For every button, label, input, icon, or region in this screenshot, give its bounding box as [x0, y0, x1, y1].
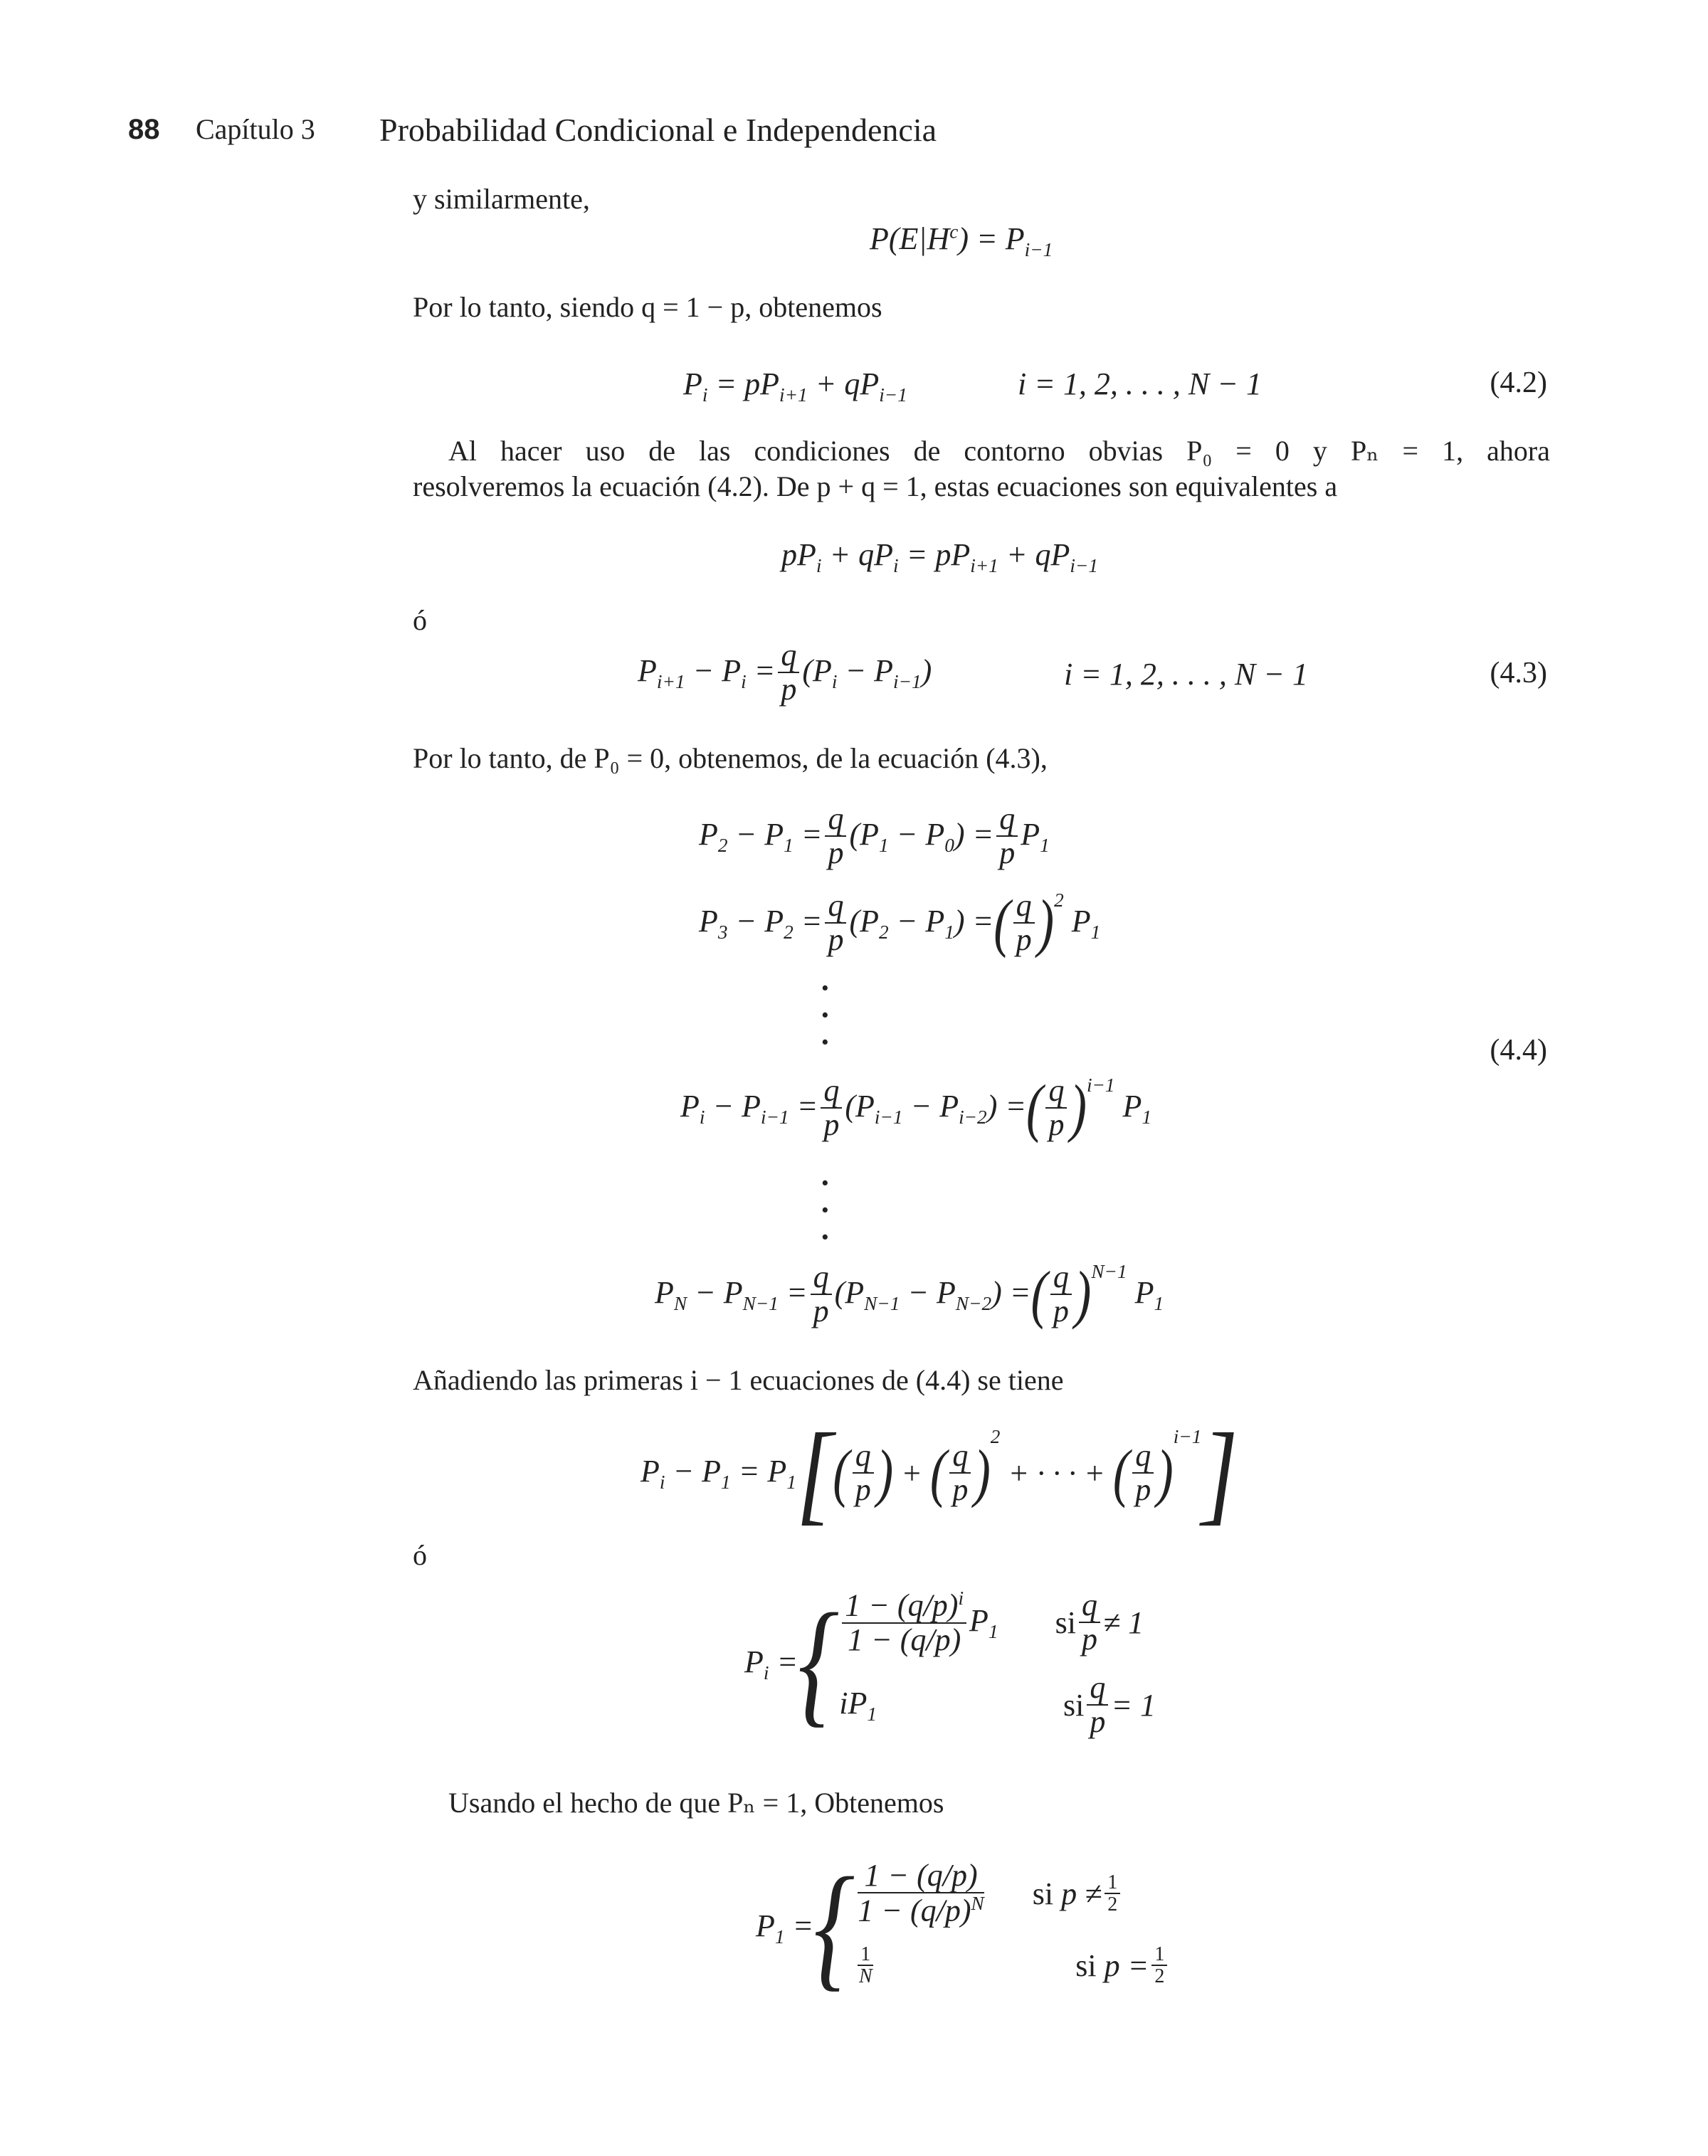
equation-number-4-3: (4.3)	[1490, 657, 1547, 689]
word-o-2: ó	[413, 1539, 427, 1571]
paragraph-por-lo-tanto-1: Por lo tanto, siendo q = 1 − p, obtenemos	[413, 291, 882, 323]
equation-4-4-line-i: $P_i - P_{i-1}$ = $\frac{q}{p}$ $(P_{i-1} - P_{i-2})$ = ( q p ) $^{i-1}$ $P_1$	[680, 1072, 1152, 1144]
equation-p1-piecewise: $P_1$ = { 1 − (q/p) $1 - (q/p)^N$ si p ≠ 1 2 1 N si p = $\frac{1}{2}$	[756, 1856, 1170, 1999]
page-number: 88	[128, 114, 160, 145]
equation-4-2: $P_i = pP_{i+1} + qP_{i-1}$	[683, 366, 907, 406]
equation-number-4-4: (4.4)	[1490, 1034, 1547, 1067]
equation-number-4-2: (4.2)	[1490, 366, 1547, 399]
paragraph-anadiendo: Añadiendo las primeras i − 1 ecuaciones de (4.4) se tiene	[413, 1364, 1064, 1396]
vertical-dots-1: · · ·	[820, 971, 831, 1059]
paragraph-al-hacer-line1: Al hacer uso de las condiciones de contorno obvias P₀ = 0 y Pₙ = 1, ahora	[448, 435, 1550, 467]
equation-4-4-line-n: $P_N - P_{N-1}$ = $\frac{q}{p}$ $(P_{N-1} - P_{N-2})$ = ( q p ) $^{N-1}$ $P_1$	[655, 1258, 1164, 1331]
equation-4-4-line1: $P_2 - P_1$ = $\frac{q}{p}$ $(P_1 - P_0)$ = $\frac{q}{p}$ $P_1$	[699, 801, 1050, 871]
si-label: si	[1032, 1876, 1054, 1911]
equation-4-2-range: i = 1, 2, . . . , N − 1	[1018, 366, 1262, 401]
equation-equivalent: $pP_i + qP_i = pP_{i+1} + qP_{i-1}$	[781, 537, 1098, 576]
vertical-dots-2: · · ·	[820, 1166, 831, 1254]
paragraph-usando: Usando el hecho de que Pₙ = 1, Obtenemos	[448, 1787, 944, 1819]
paragraph-al-hacer-line2: resolveremos la ecuación (4.2). De p + q = 1, estas ecuaciones son equivalentes a	[413, 470, 1338, 502]
equation-conditional: $P(E|H^c) = P_{i-1}$	[870, 221, 1053, 260]
si-label: si	[1075, 1948, 1097, 1983]
equation-pi-piecewise: $P_i$ = { $1 - (q/p)^i$ 1 − (q/p) $P_1$ si q p ≠ 1 $iP_1$ si $\frac{q}{p}$ = 1	[744, 1586, 1156, 1740]
si-label: si	[1055, 1605, 1076, 1640]
equation-4-4-line2: $P_3 - P_2$ = $\frac{q}{p}$ $(P_2 - P_1)$ = ( q p ) $^2$ $P_1$	[699, 887, 1101, 959]
equation-4-3-range: i = 1, 2, . . . , N − 1	[1064, 657, 1308, 692]
paragraph-similarmente: y similarmente,	[413, 183, 590, 215]
chapter-title: Probabilidad Condicional e Independencia	[379, 112, 937, 148]
equation-sum: $P_i - P_1 = P_1$ [ ( q p ) + ( q p ) $^2$ + · · · + ( q p ) $^{i-1}$ ]	[640, 1410, 1238, 1536]
si-label: si	[1063, 1687, 1085, 1723]
equation-4-3: $P_{i+1} - P_i$ = $\frac{q}{p}$ $(P_i - P_{i-1})$	[638, 638, 932, 707]
paragraph-por-lo-tanto-2: Por lo tanto, de P₀ = 0, obtenemos, de la ecuación (4.3),	[413, 742, 1048, 774]
chapter-label: Capítulo 3	[196, 113, 315, 145]
word-o-1: ó	[413, 604, 427, 636]
